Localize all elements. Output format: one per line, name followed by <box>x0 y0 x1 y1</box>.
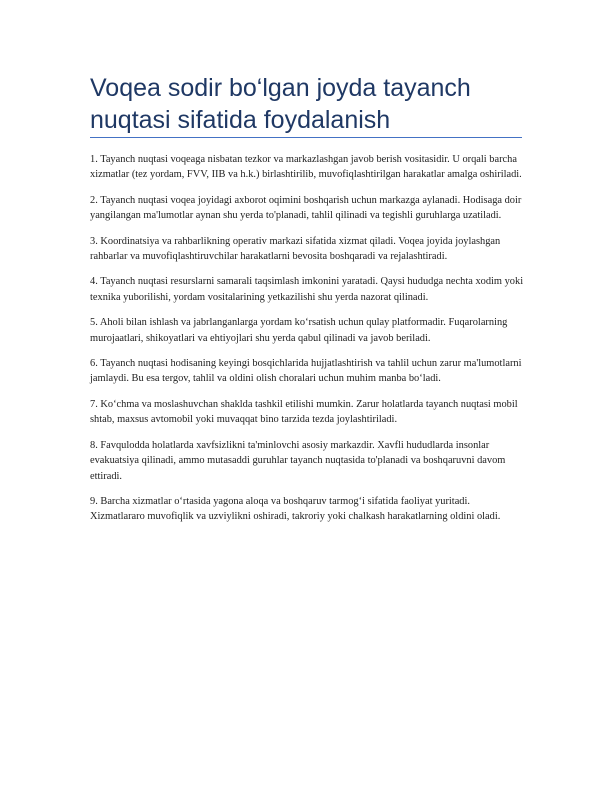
paragraph-1: 1. Tayanch nuqtasi voqeaga nisbatan tezkor va markazlashgan javob berish vositasidir. U orqali barcha xizmatlar (tez yordam, FVV, IIB va h.k.) birlashtirilib, muvofiqlashtirilgan harakatlar amalga oshiriladi. <box>90 154 522 181</box>
paragraph-9: 9. Barcha xizmatlar o‘rtasida yagona aloqa va boshqaruv tarmog‘i sifatida faoliyat yuritadi. Xizmatlararo muvofiqlik va uzviylikni oshiradi, takroriy yoki chalkash harakatlarning oldini oladi. <box>90 495 501 523</box>
paragraph-5: 5. Aholi bilan ishlash va jabrlanganlarga yordam ko‘rsatish uchun qulay platformadir. Fuqarolarning murojaatlari, shikoyatlari va ehtiyojlari shu yerda qabul qilinadi va javob beriladi. <box>90 317 508 344</box>
title-underline <box>90 137 522 138</box>
paragraph-7: 7. Ko‘chma va moslashuvchan shaklda tashkil etilishi mumkin. Zarur holatlarda tayanch nuqtasi mobil shtab, maxsus avtomobil yoki muvaqqat bino tarzida tezda joylashtiriladi. <box>90 398 518 426</box>
page-title: Voqea sodir bo‘lgan joyda tayanch nuqtasi sifatida foydalanish <box>90 74 471 134</box>
paragraph-8: 8. Favqulodda holatlarda xavfsizlikni ta'minlovchi asosiy markazdir. Xavfli hududlarda insonlar evakuatsiya qilinadi, ammo mutasaddi guruhlar tayanch nuqtasida to'planadi va boshqaruvni davom ettiradi. <box>90 439 506 482</box>
paragraph-3: 3. Koordinatsiya va rahbarlikning operativ markazi sifatida xizmat qiladi. Voqea joyida joylashgan rahbarlar va muvofiqlashtiruvchilar harakatlarni bevosita boshqaradi va rejalashtiradi. <box>90 235 501 263</box>
paragraph-4: 4. Tayanch nuqtasi resurslarni samarali taqsimlash imkonini yaratadi. Qaysi hududga nechta xodim yoki texnika yuborilishi, yordam vositalarining yetkazilishi shu yerda nazorat qilinadi. <box>90 276 524 303</box>
document-body <box>90 152 524 535</box>
paragraph-2: 2. Tayanch nuqtasi voqea joyidagi axborot oqimini boshqarish uchun markazga aylanadi. Hodisaga doir yangilangan ma'lumotlar aynan shu yerda to'planadi, tahlil qilinadi va tegishli guruhlarga uzatiladi. <box>90 194 522 222</box>
paragraph-6: 6. Tayanch nuqtasi hodisaning keyingi bosqichlarida hujjatlashtirish va tahlil uchun zarur ma'lumotlarni jamlaydi. Bu esa tergov, tahlil va oldini olish choralari uchun muhim manba bo‘ladi. <box>90 358 522 385</box>
